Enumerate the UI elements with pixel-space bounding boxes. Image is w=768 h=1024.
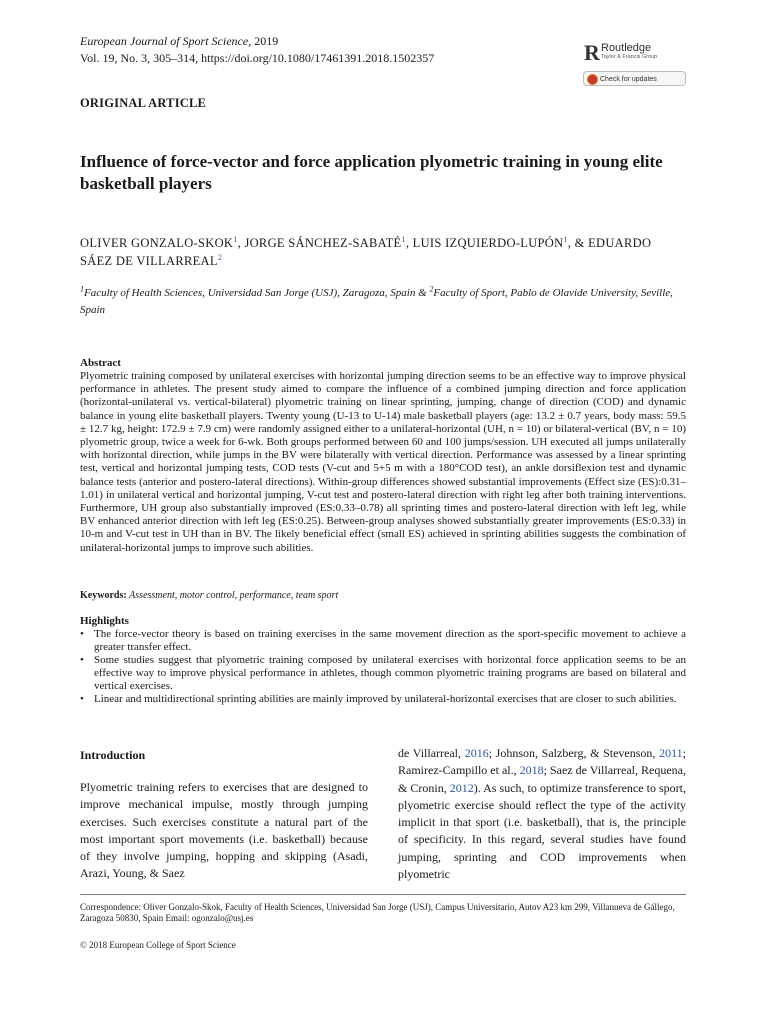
- affiliation-1: Faculty of Health Sciences, Universidad San Jorge (USJ), Zaragoza, Spain &: [84, 287, 430, 299]
- author-list: [80, 234, 686, 270]
- publisher-logo: [584, 42, 694, 64]
- introduction-left-column: Plyometric training refers to exercises that are designed to improve mechanical impulse, mostly through jumping exercises. Such exercises constitute a natural part of the most important sport movements (i.e. basketball) because of they involve jumping, hopping and skipping (Asadi, Arazi, Young, & Saez: [80, 780, 368, 881]
- introduction-right-column: [398, 745, 686, 883]
- bullet-icon: •: [80, 693, 84, 705]
- citation-link[interactable]: 2018: [519, 763, 544, 778]
- footnote-divider: [80, 894, 686, 895]
- check-updates-icon: [587, 74, 598, 85]
- author-affiliation-marker[interactable]: 1: [401, 234, 406, 244]
- introduction-heading: Introduction: [80, 748, 146, 762]
- article-type: ORIGINAL ARTICLE: [80, 96, 207, 110]
- author-name: LUIS IZQUIERDO-LUPÓN: [412, 236, 564, 250]
- highlight-item: [80, 654, 686, 693]
- affiliation-number: 1: [80, 284, 84, 294]
- keywords-list: Assessment, motor control, performance, team sport: [129, 590, 339, 601]
- bullet-icon: •: [80, 654, 84, 666]
- correspondence-note: Correspondence: Oliver Gonzalo-Skok, Faculty of Health Sciences, Universidad San Jorge (USJ), Campus Universitario, Autov A23 km 299, Villanueva de Gállego, Zaragoza 50830, Spain Email: ogonzalo@usj.es: [80, 902, 675, 923]
- abstract-text: Plyometric training composed by unilateral exercises with horizontal jumping direction seems to be an effective way to improve physical performance in athletes. The present study aimed to compare the influence of a combined jumping direction and force application (horizontal-unilateral vs. vertical-bilateral) plyometric training on linear sprinting, jumping, change of direction (COD) and dynamic balance in young elite basketball players. Twenty young (U-13 to U-14) male basketball players (age: 13.2 ± 0.7 years, body mass: 59.5 ± 12.7 kg, height: 172.9 ± 7.9 cm) were randomly assigned either to a unilateral-horizontal (UH, n = 10) or bilateral-vertical (BV, n = 10) plyometric group, twice a week for 6-wk. Both groups performed between 60 and 100 jumps/session. UH executed all jumps unilaterally with horizontal direction, while jumps in the BV were bilaterally with vertical direction. Performance was assessed by a linear sprinting test, vertical and horizontal jumping tests, COD tests (V-cut and 5+5 m with a 180°COD test), an ankle dorsiflexion test and dynamic balance tests (anterior and postero-lateral directions). Within-group differences showed substantial improvements (Effect size (ES):0.31–1.01) in unilateral vertical and horizontal jumping, V-cut test and postero-lateral direction with right leg after both training interventions. Furthermore, UH group also substantially improved (ES:0.33–0.78) all sprinting times and postero-lateral direction with left leg, while BV enhanced anterior direction with left leg (ES:0.25). Between-group analyses showed substantially greater improvements (ES:0.33) in 10-m and V-cut test in UH than in BV. The likely beneficial effect (small ES) achieved in sprinting abilities suggests the combination of unilateral-horizontal jumps to improve such abilities.: [80, 370, 686, 554]
- highlight-text: Linear and multidirectional sprinting abilities are mainly improved by unilateral-horizontal exercises that are closer to such abilities.: [94, 693, 677, 705]
- affiliations: [80, 285, 686, 319]
- citation-link[interactable]: 2016: [464, 746, 489, 760]
- author-affiliation-marker[interactable]: 2: [217, 252, 223, 262]
- body-text: ; Ramirez-Campillo et al.,: [398, 746, 686, 778]
- bullet-icon: •: [80, 628, 84, 640]
- check-updates-label: Check for updates: [600, 76, 657, 83]
- author-name: EDUARDO SÁEZ DE VILLARREAL: [80, 236, 652, 268]
- author-separator: , &: [567, 236, 589, 250]
- body-text: de Villarreal,: [398, 746, 465, 760]
- author-name: JORGE SÁNCHEZ-SABATÉ: [244, 236, 402, 250]
- affiliation-2: Faculty of Sport, Pablo de Olavide University, Seville, Spain: [80, 287, 673, 316]
- publisher-subtitle: Taylor & Francis Group: [601, 54, 658, 60]
- copyright-notice: © 2018 European College of Sport Science: [80, 940, 236, 950]
- affiliation-number: 2: [429, 284, 434, 294]
- check-for-updates-button[interactable]: [583, 71, 686, 86]
- author-separator: ,: [237, 236, 245, 250]
- body-text: ; Johnson, Salzberg, & Stevenson,: [488, 746, 660, 760]
- author-affiliation-marker[interactable]: 1: [563, 234, 568, 244]
- highlight-item: [80, 693, 686, 706]
- highlight-text: Some studies suggest that plyometric training composed by unilateral exercises with horizontal force application seems to be an effective way to improve physical performance in athletes, though common plyometric training programs are based on bilateral and vertical exercises.: [94, 654, 686, 692]
- journal-name: European Journal of Sport Science: [80, 34, 249, 48]
- highlights-list: [80, 628, 686, 706]
- highlight-item: [80, 628, 686, 654]
- author-name: OLIVER GONZALO-SKOK: [80, 236, 234, 250]
- highlights-heading: Highlights: [80, 615, 129, 627]
- highlight-text: The force-vector theory is based on training exercises in the same movement direction as the sport-specific movement to achieve a greater transfer effect.: [94, 628, 686, 653]
- author-affiliation-marker[interactable]: 1: [233, 234, 238, 244]
- article-title: Influence of force-vector and force application plyometric training in young elite basketball players: [80, 152, 663, 193]
- routledge-r-icon: R: [584, 40, 600, 65]
- author-separator: ,: [405, 236, 413, 250]
- journal-year: , 2019: [248, 34, 279, 48]
- volume-doi-line: Vol. 19, No. 3, 305–314, https://doi.org/10.1080/17461391.2018.1502357: [80, 51, 435, 65]
- keywords-label: Keywords:: [80, 590, 127, 601]
- publisher-name: Routledge: [601, 42, 652, 54]
- abstract-heading: Abstract: [80, 357, 121, 369]
- keywords: [80, 589, 686, 602]
- citation-link[interactable]: 2011: [659, 746, 683, 760]
- body-text: ; Saez de Villarreal, Requena, & Cronin,: [398, 763, 686, 795]
- citation-link[interactable]: 2012: [449, 780, 474, 795]
- journal-citation: [80, 34, 278, 49]
- body-text: ). As such, to optimize transference to sport, plyometric exercise should reflect the type of the activity implicit in that sport (i.e. basketball), that is, the principle of specificity. In this regard, several studies have found jumping, sprinting and COD improvements when plyometric: [398, 780, 687, 882]
